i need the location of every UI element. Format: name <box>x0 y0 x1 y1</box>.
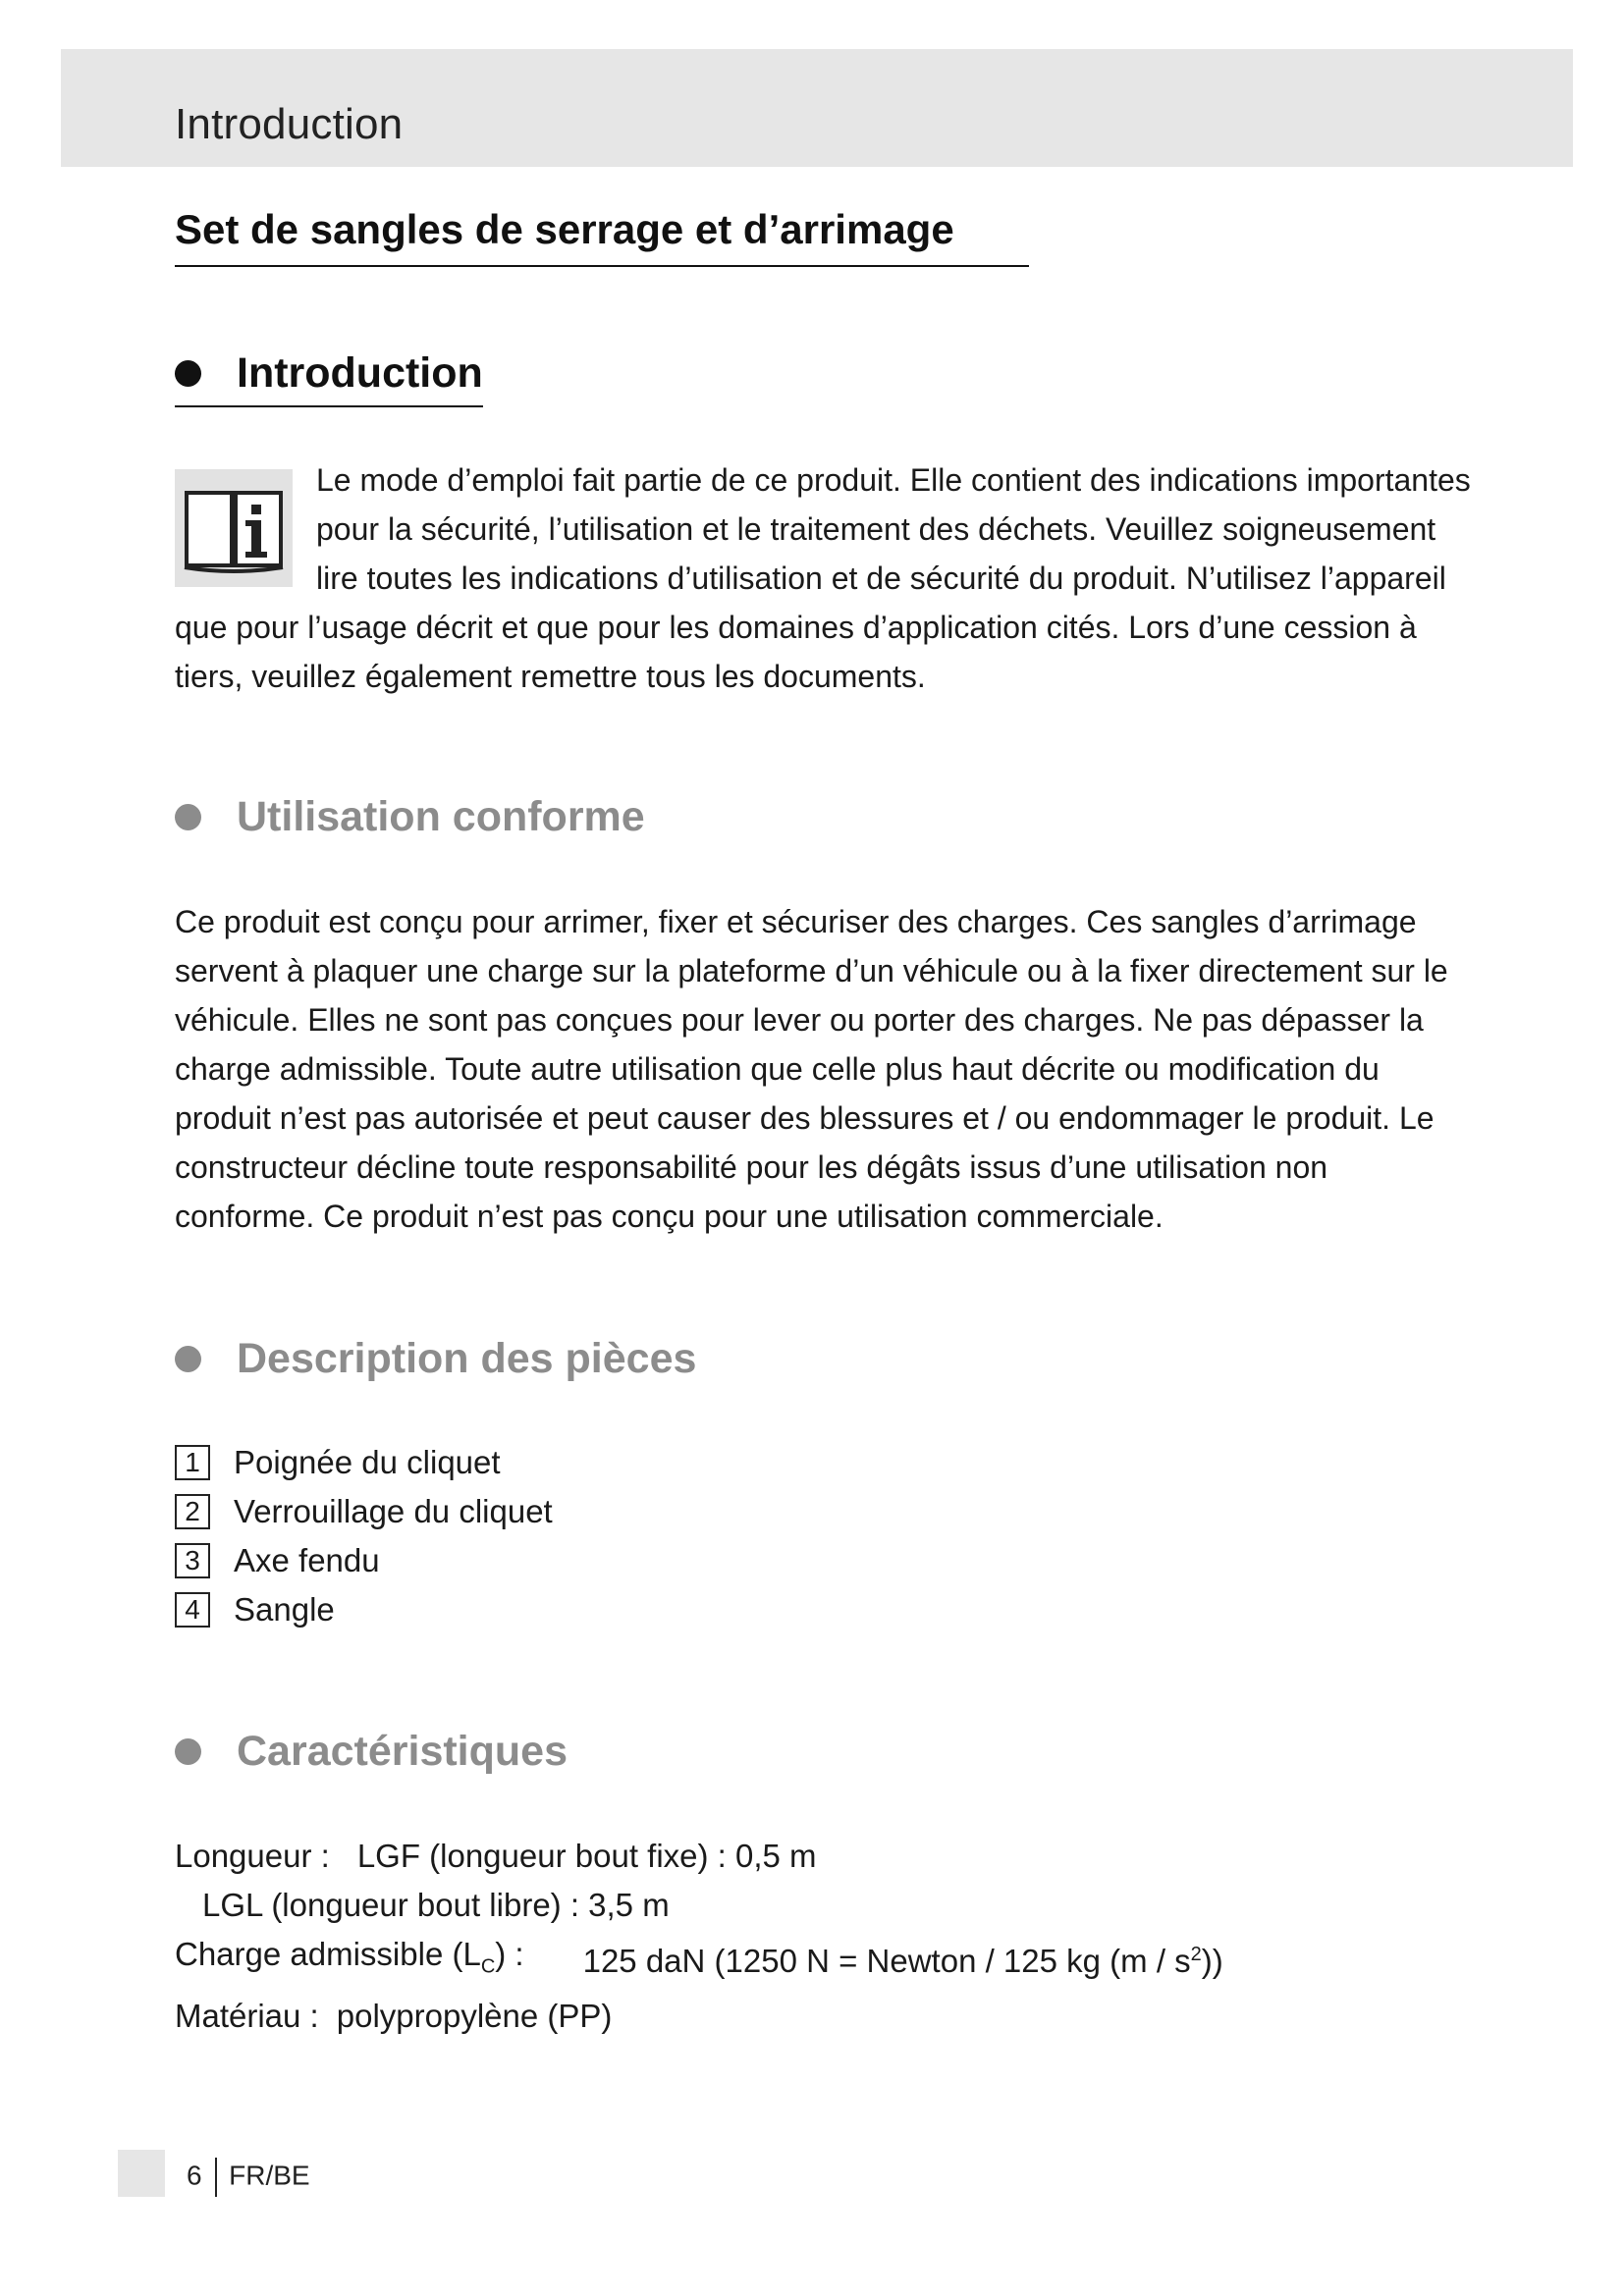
header-title: Introduction <box>175 100 404 148</box>
list-item <box>175 1536 553 1585</box>
parts-list <box>175 1438 553 1634</box>
info-book-icon <box>175 469 293 587</box>
spec-load-value: 125 daN (1250 N = Newton / 125 kg $(m / s^2)$) <box>582 1943 1223 1979</box>
document-title: Set de sangles de serrage et d’arrimage <box>175 206 1029 267</box>
spec-material-value: polypropylène (PP) <box>336 1997 613 2034</box>
section-heading-specs <box>175 1728 568 1776</box>
page-number: 6 <box>187 2160 202 2191</box>
spec-material-label: Matériau : <box>175 1997 319 2034</box>
part-number-box: 2 <box>175 1494 210 1529</box>
list-item <box>175 1438 553 1487</box>
list-item <box>175 1585 553 1634</box>
spec-load-label: Charge admissible $(L_C)$ : <box>175 1936 524 1978</box>
spec-lgf: LGF (longueur bout fixe) : 0,5 m <box>356 1838 817 1874</box>
footer-page-label <box>187 2158 310 2197</box>
part-label: Sangle <box>234 1591 335 1628</box>
part-label: Verrouillage du cliquet <box>234 1493 553 1529</box>
part-label: Poignée du cliquet <box>234 1444 501 1480</box>
introduction-text: Le mode d’emploi fait partie de ce produit. Elle contient des indications importantes pour la sécurité, l’utilisation et le traitement des déchets. Veuillez soigneusement lire toutes les indications d’utilisation et de sécurité du produit. N’utilisez l’appareil que pour l’usage décrit et que pour les domaines d’application cités. Lors d’une cession à tiers, veuillez également remettre tous les documents. <box>175 462 1471 694</box>
footer-separator <box>215 2158 217 2197</box>
bullet-icon <box>175 1346 201 1372</box>
part-number-box: 3 <box>175 1543 210 1578</box>
spec-row-lgl <box>175 1881 1223 1930</box>
spec-row-load <box>175 1930 1223 1992</box>
bullet-icon <box>175 1738 201 1765</box>
spec-row-material <box>175 1992 1223 2041</box>
part-label: Axe fendu <box>234 1542 380 1578</box>
section-heading-parts <box>175 1335 696 1383</box>
part-number-box: 4 <box>175 1592 210 1628</box>
section-heading-text: Description des pièces <box>237 1335 697 1382</box>
spec-length-label: Longueur : <box>175 1838 330 1874</box>
spec-row-length <box>175 1832 1223 1881</box>
specs-block <box>175 1832 1223 2041</box>
footer-page-box <box>118 2150 165 2197</box>
list-item <box>175 1487 553 1536</box>
introduction-block <box>175 455 1471 701</box>
bullet-icon <box>175 360 201 387</box>
section-heading-usage <box>175 793 645 841</box>
section-heading-text: Introduction <box>237 349 483 397</box>
part-number-box: 1 <box>175 1445 210 1480</box>
section-heading-introduction <box>175 349 483 407</box>
section-heading-text: Caractéristiques <box>237 1728 568 1775</box>
section-heading-text: Utilisation conforme <box>237 793 645 840</box>
usage-text: Ce produit est conçu pour arrimer, fixer et sécuriser des charges. Ces sangles d’arrimage servent à plaquer une charge sur la plateforme d’un véhicule ou à la fixer directement sur le véhicule. Elles ne sont pas conçues pour lever ou porter des charges. Ne pas dépasser la charge admissible. Toute autre utilisation que celle plus haut décrite ou modification du produit n’est pas autorisée et peut causer des blessures et / ou endommager le produit. Le constructeur décline toute responsabilité pour les dégâts issus d’une utilisation non conforme. Ce produit n’est pas conçu pour une utilisation commerciale. <box>175 904 1448 1234</box>
spec-lgl: LGL (longueur bout libre) : 3,5 m <box>202 1887 670 1923</box>
bullet-icon <box>175 804 201 830</box>
page-language: FR/BE <box>229 2160 310 2191</box>
